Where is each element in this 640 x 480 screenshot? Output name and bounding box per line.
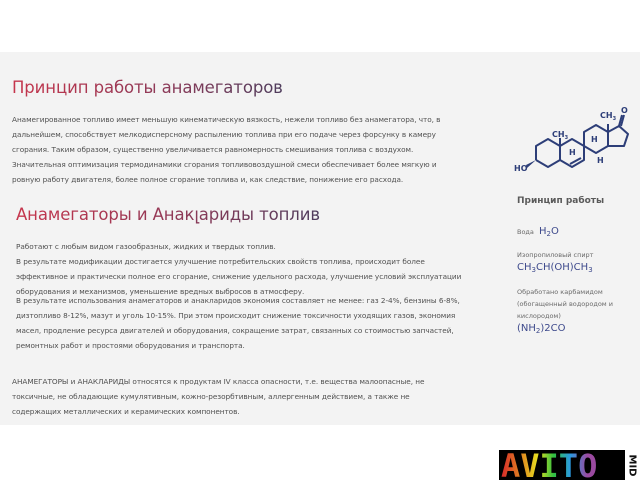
ho-label: HO <box>514 164 528 173</box>
item-label: Вода <box>517 228 534 236</box>
steroid-molecule-icon <box>512 100 640 180</box>
anamegators-para1 <box>16 239 461 299</box>
text-line: Значительная оптимизация термодинамики сгорания топливовоздушной смеси обеспечивает более мягкую и <box>12 160 437 169</box>
formula-carbamide: $(NH_2)2CO$ <box>517 323 566 335</box>
anamegators-para2 <box>16 293 460 353</box>
formula-isopropyl: $CH_3CH(OH)CH_3$ <box>517 262 593 274</box>
text-line: сгорания. Таким образом, существенно увеличивается равномерность смешивания топлива с воздухом. <box>12 145 414 154</box>
sidebar-title: Принцип работы <box>517 196 605 206</box>
item-label: кислородом) <box>517 312 561 320</box>
principle-text <box>12 112 440 187</box>
svg-text:H: H <box>569 148 576 157</box>
text-line: дизтопливо 8-12%, мазут и уголь 10-15%. При этом происходит снижение токсичности уходящих газов, экономия <box>16 311 456 320</box>
text-line: токсичные, не обладающие кумулятивным, кожно-резорбтивным, аллергенным действием, а также не <box>12 392 410 401</box>
logo-text: AVITO <box>501 450 597 480</box>
hazard-class-text <box>12 374 424 419</box>
svg-text:CH3: $CH_3$ <box>600 111 617 122</box>
item-label: Изопропиловый спирт <box>517 251 594 259</box>
svg-text:H: H <box>597 156 604 165</box>
text-line: эффективное и практически полное его сгорание, снижение удельного расхода, улучшение условий эксплуатации <box>16 272 462 281</box>
text-line: ремонтных работ и простоями оборудования и транспорта. <box>16 341 245 350</box>
heading-principle: Принцип работы анамегаторов <box>12 78 283 97</box>
text-line: содержащих металлических и керамических компонентов. <box>12 407 240 416</box>
avito-logo[interactable] <box>499 450 625 480</box>
text-line: В результате модификации достигается улучшение потребительских свойств топлива, происходит более <box>16 257 425 266</box>
text-line: ровную работу двигателя, более полное сгорание топлива и, как следствие, понижение его расхода. <box>12 175 404 184</box>
text-line: масел, продление ресурса двигателей и оборудования, сокращение затрат, связанных со стоимостью запчастей, <box>16 326 454 335</box>
svg-text:H: H <box>591 135 598 144</box>
text-line: АНАМЕГАТОРЫ и АНАКЛАРИДЫ относятся к продуктам IV класса опасности, т.е. вещества малоопасные, не <box>12 377 425 386</box>
text-line: дальнейшем, способствует мелкодисперсному распылению топлива при его подаче через форсунку в камеру <box>12 130 436 139</box>
sidebar-item-isopropyl <box>517 249 593 277</box>
item-label: (обогащенный водородом и <box>517 300 613 308</box>
formula-water: $H_2O$ <box>539 226 559 238</box>
text-line: В результате использования анамегаторов и анакларидов экономия составляет не менее: газ 2-4%, бензины 6-8%, <box>16 296 460 305</box>
svg-text:CH3: $CH_3$ <box>552 130 569 141</box>
text-line: Анамегированное топливо имеет меньшую кинематическую вязкость, нежели топливо без анамегатора, что, в <box>12 115 441 124</box>
item-label: Обработано карбамидом <box>517 288 603 296</box>
sidebar-item-water <box>517 219 559 241</box>
text-line: оборудования и механизмов, уменьшение вредных выбросов в атмосферу. <box>16 287 305 296</box>
svg-text:O: O <box>621 106 628 115</box>
sidebar-item-carbamide <box>517 286 613 338</box>
logo-suffix: MID <box>626 454 638 477</box>
heading-anamegators: Анамегаторы и Анакլариды топлив <box>16 205 320 224</box>
text-line: Работают с любым видом газообразных, жидких и твердых топлив. <box>16 242 276 251</box>
